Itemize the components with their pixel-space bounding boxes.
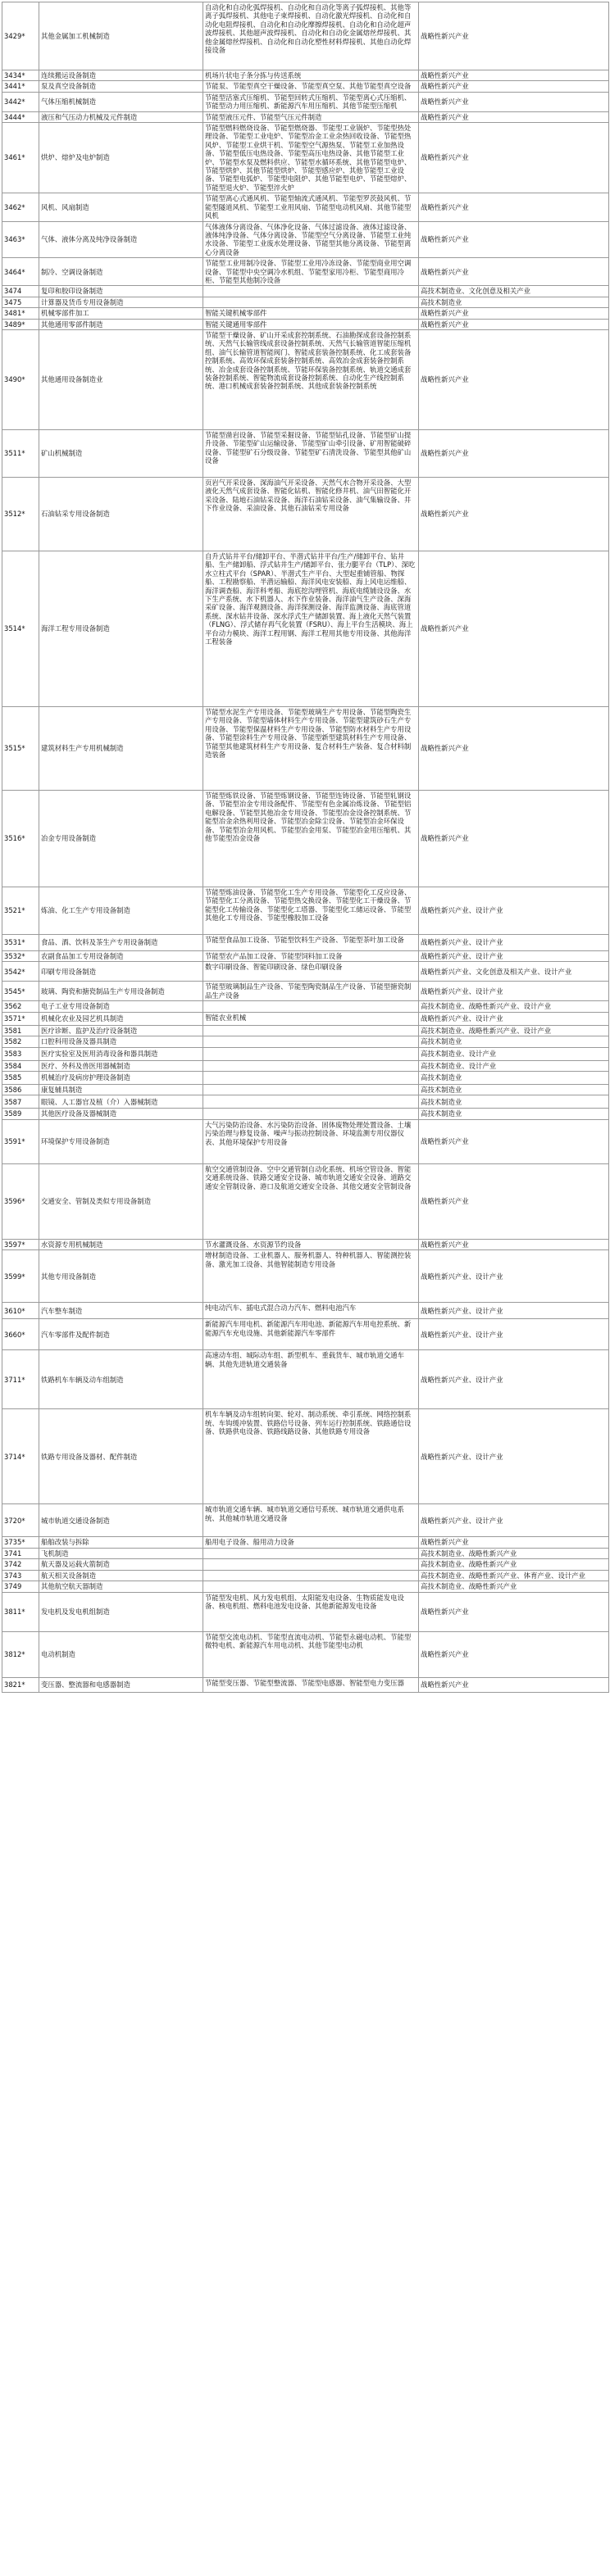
table-row: [2, 123, 609, 193]
name-cell: 石油钻采专用设备制造: [39, 477, 203, 551]
desc-cell: 节能型玻璃制品生产设备、节能型陶瓷制品生产设备、节能型搪瓷制品生产设备: [203, 982, 419, 1001]
code-cell: 3481*: [2, 308, 39, 319]
industry-cell: 高技术制造业: [419, 1036, 609, 1047]
desc-cell: 自动化和自动化弧焊接机、自动化和自动化等离子弧焊接机、其他等离子弧焊接机、其他电子束焊接机、自动化激光焊接机、自动化和自动化电阻焊接机、自动化和自动化摩擦焊接机、自动化和自动化超声波焊接机、其他超声波焊接机、自动化和自动化金属熔丝焊接机、其他金属熔丝焊接机、自动化和自动化塑性材料焊接机、其他自动化焊接设备: [203, 2, 419, 70]
table-row: [2, 1239, 609, 1249]
desc-cell: 节水灌溉设备、水资源节约设备: [203, 1239, 419, 1249]
table-row: [2, 111, 609, 122]
table-row: [2, 950, 609, 961]
name-cell: 气体压缩机械制造: [39, 92, 203, 111]
name-cell: 环境保护专用设备制造: [39, 1119, 203, 1163]
name-cell: 海洋工程专用设备制造: [39, 551, 203, 706]
desc-cell: 气体液体分离设备、气体净化设备、气体过滤设备、液体过滤设备、液体纯净设备、气体分离设备、节能型空气分离设备、节能型工业纯水设备、节能型工业废水处理设备、节能型其他分离设备、节能型离心分离设备: [203, 221, 419, 258]
desc-cell: [203, 1047, 419, 1060]
name-cell: 其他金属加工机械制造: [39, 2, 203, 70]
desc-cell: [203, 1095, 419, 1109]
desc-cell: 智能农业机械: [203, 1012, 419, 1025]
table-row: [2, 1047, 609, 1060]
name-cell: 医疗诊断、监护及治疗设备制造: [39, 1025, 203, 1036]
desc-cell: 节能型农产品加工设备、节能型饲料加工设备: [203, 950, 419, 961]
industry-cell: 战略性新兴产业: [419, 1677, 609, 1692]
name-cell: 风机、风扇制造: [39, 193, 203, 221]
code-cell: 3474: [2, 286, 39, 297]
code-cell: 3596*: [2, 1163, 39, 1239]
industry-cell: 战略性新兴产业: [419, 1631, 609, 1677]
name-cell: 眼镜、人工器官及植（介）入器械制造: [39, 1095, 203, 1109]
desc-cell: 节能型炼油设备、节能型化工生产专用设备、节能型化工反应设备、节能型化工分离设备、节能型热交换设备、节能型化工干燥设备、节能型化工传输设备、节能型化工塔器、节能型化工储运设备、节能型其他化工专用设备、节能型橡胶加工设备: [203, 887, 419, 934]
industry-cell: 高技术制造业: [419, 297, 609, 307]
table-row: [2, 1119, 609, 1163]
code-cell: 3597*: [2, 1239, 39, 1249]
desc-cell: 节能型活塞式压缩机、节能型回转式压缩机、节能型离心式压缩机、节能型动力用压缩机、新能源汽车用压缩机、其他节能型压缩机: [203, 92, 419, 111]
code-cell: 3521*: [2, 887, 39, 934]
code-cell: 3475: [2, 297, 39, 307]
code-cell: 3511*: [2, 429, 39, 477]
table-row: [2, 2, 609, 70]
name-cell: 机械化农业及园艺机具制造: [39, 1012, 203, 1025]
document-page: [2, 2, 608, 2573]
code-cell: 3584: [2, 1060, 39, 1071]
code-cell: 3429*: [2, 2, 39, 70]
code-cell: 3442*: [2, 92, 39, 111]
industry-cell: 战略性新兴产业、设计产业: [419, 982, 609, 1001]
code-cell: 3464*: [2, 258, 39, 286]
table-row: [2, 1592, 609, 1631]
industry-cell: 战略性新兴产业: [419, 790, 609, 887]
industry-cell: 高技术制造业、文化创意及相关产业: [419, 286, 609, 297]
desc-cell: 节能型水泥生产专用设备、节能型玻璃生产专用设备、节能型陶瓷生产专用设备、节能型墙体材料生产专用设备、节能型建筑砂石生产专用设备、节能型保温材料生产专用设备、节能型防水材料生产专用设备、节能型涂料生产专用设备、节能型新型建筑材料生产专用设备、节能型其他建筑材料生产专用设备、复合材料生产装备、复合材料制造装备: [203, 706, 419, 790]
industry-cell: 战略性新兴产业: [419, 329, 609, 429]
industry-cell: 高技术制造业、战略性新兴产业: [419, 1548, 609, 1558]
table-row: [2, 1631, 609, 1677]
code-cell: 3583: [2, 1047, 39, 1060]
desc-cell: 节能泵、节能型真空干燥设备、节能型真空泵、其他节能型真空设备: [203, 81, 419, 92]
table-row: [2, 1095, 609, 1109]
industry-cell: 战略性新兴产业: [419, 70, 609, 81]
table-row: [2, 1677, 609, 1692]
table-row: [2, 193, 609, 221]
name-cell: 矿山机械制造: [39, 429, 203, 477]
industry-cell: 战略性新兴产业、文化创意及相关产业、设计产业: [419, 962, 609, 982]
code-cell: 3812*: [2, 1631, 39, 1677]
desc-cell: [203, 1072, 419, 1085]
name-cell: 复印和胶印设备制造: [39, 286, 203, 297]
name-cell: 计算器及货币专用设备制造: [39, 297, 203, 307]
industry-cell: 战略性新兴产业: [419, 308, 609, 319]
table-row: [2, 1559, 609, 1571]
industry-cell: 高技术制造业: [419, 1095, 609, 1109]
desc-cell: 页岩气开采设备、深海油气开采设备、天然气水合物开采设备、大型液化天然气成套设备、智能化钻机、智能化修井机、油气田智能化开采设备、陆地石油钻采设备、海洋石油钻采设备、油气集输设备、井下作业设备、采油设备、其他石油钻采专用设备: [203, 477, 419, 551]
table-row: [2, 1350, 609, 1409]
table-row: [2, 982, 609, 1001]
table-row: [2, 1109, 609, 1119]
industry-cell: 高技术制造业: [419, 1072, 609, 1085]
code-cell: 3562: [2, 1001, 39, 1012]
desc-cell: 数字印刷设备、智能印刷设备、绿色印刷设备: [203, 962, 419, 982]
code-cell: 3821*: [2, 1677, 39, 1692]
desc-cell: 增材制造设备、工业机器人、服务机器人、特种机器人、智能测控装备、激光加工设备、其他智能制造专用设备: [203, 1250, 419, 1303]
code-cell: 3714*: [2, 1409, 39, 1504]
code-cell: 3490*: [2, 329, 39, 429]
desc-cell: 机场片状电子条分拣与传送系统: [203, 70, 419, 81]
industry-cell: 战略性新兴产业: [419, 92, 609, 111]
table-row: [2, 934, 609, 950]
industry-cell: 高技术制造业、设计产业: [419, 1060, 609, 1071]
industry-cell: 战略性新兴产业、设计产业: [419, 950, 609, 961]
desc-cell: [203, 1001, 419, 1012]
name-cell: 印刷专用设备制造: [39, 962, 203, 982]
industry-cell: 战略性新兴产业、设计产业: [419, 1250, 609, 1303]
code-cell: 3515*: [2, 706, 39, 790]
name-cell: 航天相关设备制造: [39, 1571, 203, 1581]
name-cell: 农副食品加工专用设备制造: [39, 950, 203, 961]
table-row: [2, 1163, 609, 1239]
code-cell: 3461*: [2, 123, 39, 193]
industry-cell: 战略性新兴产业: [419, 193, 609, 221]
industry-cell: 战略性新兴产业、设计产业: [419, 1504, 609, 1537]
name-cell: 冶金专用设备制造: [39, 790, 203, 887]
table-row: [2, 1001, 609, 1012]
industry-cell: 战略性新兴产业: [419, 551, 609, 706]
name-cell: 铁路机车车辆及动车组制造: [39, 1350, 203, 1409]
table-row: [2, 1504, 609, 1537]
industry-cell: 战略性新兴产业: [419, 258, 609, 286]
industry-cell: 战略性新兴产业: [419, 429, 609, 477]
desc-cell: [203, 1025, 419, 1036]
desc-cell: [203, 297, 419, 307]
industry-cell: 战略性新兴产业: [419, 2, 609, 70]
desc-cell: 机车车辆及动车组转向架、轮对、制动系统、牵引系统、网络控制系统、车钩缓冲装置、铁路信号设备、列车运行控制系统、铁路通信设备、铁路供电设备、铁路线路设备、其他铁路专用设备: [203, 1409, 419, 1504]
industry-cell: 战略性新兴产业: [419, 706, 609, 790]
code-cell: 3587: [2, 1095, 39, 1109]
code-cell: 3571*: [2, 1012, 39, 1025]
name-cell: 炼油、化工生产专用设备制造: [39, 887, 203, 934]
code-cell: 3531*: [2, 934, 39, 950]
code-cell: 3743: [2, 1571, 39, 1581]
desc-cell: 节能型燃料燃烧设备、节能型燃烧器、节能型工业锅炉、节能型热处理设备、节能型工业电炉、节能型冶金工业余热回收设备、节能型热风炉、节能型工业烘干机、节能型空气源热泵、节能型工业加热设备、节能型低压电热设备、节能型高压电热设备、其他节能型工业炉、节能型水泵及燃料供应、节能型水循环系统、其他节能型电炉、节能型烘炉、其他节能型烘炉、节能型感应炉、其他节能型工业设备、节能型电弧炉、节能型电阻炉、其他节能型电炉、节能型熔炉、节能型退火炉、节能型淬火炉: [203, 123, 419, 193]
code-cell: 3586: [2, 1085, 39, 1095]
code-cell: 3545*: [2, 982, 39, 1001]
industry-cell: 战略性新兴产业: [419, 1537, 609, 1548]
table-row: [2, 962, 609, 982]
table-row: [2, 887, 609, 934]
industry-cell: 战略性新兴产业: [419, 477, 609, 551]
desc-cell: 城市轨道交通车辆、城市轨道交通信号系统、城市轨道交通供电系统、其他城市轨道交通设备: [203, 1504, 419, 1537]
industry-cell: 高技术制造业: [419, 1109, 609, 1119]
desc-cell: [203, 1060, 419, 1071]
code-cell: 3532*: [2, 950, 39, 961]
code-cell: 3741: [2, 1548, 39, 1558]
code-cell: 3591*: [2, 1119, 39, 1163]
industry-cell: 高技术制造业、战略性新兴产业、体育产业、设计产业: [419, 1571, 609, 1581]
code-cell: 3444*: [2, 111, 39, 122]
name-cell: 医疗、外科及兽医用器械制造: [39, 1060, 203, 1071]
name-cell: 泵及真空设备制造: [39, 81, 203, 92]
code-cell: 3441*: [2, 81, 39, 92]
name-cell: 汽车整车制造: [39, 1303, 203, 1319]
code-cell: 3599*: [2, 1250, 39, 1303]
industry-catalog-table: [2, 2, 609, 1693]
code-cell: 3512*: [2, 477, 39, 551]
code-cell: 3581: [2, 1025, 39, 1036]
name-cell: 发电机及发电机组制造: [39, 1592, 203, 1631]
industry-cell: 战略性新兴产业: [419, 111, 609, 122]
name-cell: 变压器、整流器和电感器制造: [39, 1677, 203, 1692]
industry-cell: 战略性新兴产业、设计产业: [419, 934, 609, 950]
desc-cell: [203, 1085, 419, 1095]
desc-cell: 节能型交流电动机、节能型直流电动机、节能型永磁电动机、节能型微特电机、新能源汽车用电动机、其他节能型电动机: [203, 1631, 419, 1677]
code-cell: 3610*: [2, 1303, 39, 1319]
code-cell: 3582: [2, 1036, 39, 1047]
table-row: [2, 1303, 609, 1319]
industry-cell: 高技术制造业: [419, 1085, 609, 1095]
table-row: [2, 319, 609, 329]
code-cell: 3735*: [2, 1537, 39, 1548]
name-cell: 医疗实验室及医用消毒设备和器具制造: [39, 1047, 203, 1060]
table-row: [2, 297, 609, 307]
name-cell: 城市轨道交通设备制造: [39, 1504, 203, 1537]
desc-cell: 高速动车组、城际动车组、新型机车、重载货车、城市轨道交通车辆、其他先进轨道交通装备: [203, 1350, 419, 1409]
industry-cell: 战略性新兴产业: [419, 1239, 609, 1249]
name-cell: 船舶改装与拆除: [39, 1537, 203, 1548]
name-cell: 其他通用设备制造业: [39, 329, 203, 429]
table-row: [2, 308, 609, 319]
industry-cell: 战略性新兴产业、设计产业: [419, 1303, 609, 1319]
desc-cell: 节能型凿岩设备、节能型采掘设备、节能型钻孔设备、节能型矿山提升设备、节能型矿山运输设备、节能型矿山牵引设备、矿用智能破碎设备、节能型矿石分级设备、节能型矿石清洗设备、节能型其他矿山设备: [203, 429, 419, 477]
name-cell: 气体、液体分离及纯净设备制造: [39, 221, 203, 258]
name-cell: 制冷、空调设备制造: [39, 258, 203, 286]
name-cell: 航天器及运载火箭制造: [39, 1559, 203, 1571]
desc-cell: 智能关键机械零部件: [203, 308, 419, 319]
name-cell: 机械零部件加工: [39, 308, 203, 319]
table-row: [2, 329, 609, 429]
desc-cell: 节能型变压器、节能型整流器、节能型电感器、智能型电力变压器: [203, 1677, 419, 1692]
table-row: [2, 790, 609, 887]
industry-cell: 战略性新兴产业: [419, 1119, 609, 1163]
table-row: [2, 1537, 609, 1548]
desc-cell: [203, 286, 419, 297]
table-row: [2, 429, 609, 477]
table-row: [2, 1581, 609, 1592]
code-cell: 3742: [2, 1559, 39, 1571]
desc-cell: 节能型炼铁设备、节能型炼钢设备、节能型连铸设备、节能型轧钢设备、节能型冶金专用设备配件、节能型有色金属冶炼设备、节能型铝电解设备、节能型其他冶金专用设备、节能型冶金设备控制系统、节能型冶金余热利用设备、节能型冶金除尘设备、节能型冶金环保设备、节能型冶金用风机、节能型冶金用泵、节能型冶金用压缩机、其他节能型冶金设备: [203, 790, 419, 887]
name-cell: 其他通用零部件制造: [39, 319, 203, 329]
desc-cell: 节能型干燥设备、矿山开采成套控制系统、石油勘探成套设备控制系统、天然气长输管线成套设备控制系统、天然气长输管道智能压缩机组、油气长输管道智能阀门、智能成套装备控制系统、化工成套装备控制系统、高效环保成套装备控制系统、高效冶金成套装备控制系统、冶金成套设备控制系统、节能环保装备控制系统、轨道交通成套装备控制系统、智能物流成套设备控制系统、自动化生产线控制系统、港口机械成套装备控制系统、其他成套装备控制系统: [203, 329, 419, 429]
table-row: [2, 706, 609, 790]
industry-cell: 战略性新兴产业: [419, 123, 609, 193]
desc-cell: [203, 1548, 419, 1558]
desc-cell: 航空交通管制设备、空中交通管制自动化系统、机场空管设备、智能交通系统设备、铁路交通安全设备、城市轨道交通安全设备、道路交通安全管制设备、港口及航道交通安全设备、其他交通安全管制设备: [203, 1163, 419, 1239]
code-cell: 3516*: [2, 790, 39, 887]
industry-cell: 战略性新兴产业、设计产业: [419, 1319, 609, 1350]
table-row: [2, 1060, 609, 1071]
code-cell: 3585: [2, 1072, 39, 1085]
code-cell: 3514*: [2, 551, 39, 706]
code-cell: 3542*: [2, 962, 39, 982]
table-row: [2, 1012, 609, 1025]
desc-cell: 节能型离心式通风机、节能型轴流式通风机、节能型罗茨鼓风机、节能型隧道风机、节能型工业用风扇、节能型电动机风扇、其他节能型风机: [203, 193, 419, 221]
table-row: [2, 1409, 609, 1504]
name-cell: 其他医疗设备及器械制造: [39, 1109, 203, 1119]
name-cell: 连续搬运设备制造: [39, 70, 203, 81]
name-cell: 其他专用设备制造: [39, 1250, 203, 1303]
desc-cell: 纯电动汽车、插电式混合动力汽车、燃料电池汽车: [203, 1303, 419, 1319]
desc-cell: 节能型发电机、风力发电机组、太阳能发电设备、生物质能发电设备、核电机组、燃料电池发电设备、其他新能源发电设备: [203, 1592, 419, 1631]
name-cell: 飞机制造: [39, 1548, 203, 1558]
code-cell: 3434*: [2, 70, 39, 81]
desc-cell: [203, 1559, 419, 1571]
table-row: [2, 477, 609, 551]
code-cell: 3711*: [2, 1350, 39, 1409]
code-cell: 3720*: [2, 1504, 39, 1537]
table-row: [2, 1072, 609, 1085]
industry-cell: 高技术制造业、战略性新兴产业、设计产业: [419, 1025, 609, 1036]
name-cell: 机械治疗及病房护理设备制造: [39, 1072, 203, 1085]
name-cell: 建筑材料生产专用机械制造: [39, 706, 203, 790]
table-row: [2, 1250, 609, 1303]
table-row: [2, 1036, 609, 1047]
industry-cell: 战略性新兴产业: [419, 1592, 609, 1631]
desc-cell: 新能源汽车用电机、新能源汽车用电池、新能源汽车用电控系统、新能源汽车充电设施、其他新能源汽车零部件: [203, 1319, 419, 1350]
table-row: [2, 1548, 609, 1558]
desc-cell: 船用电子设备、船用动力设备: [203, 1537, 419, 1548]
name-cell: 液压和气压动力机械及元件制造: [39, 111, 203, 122]
table-row: [2, 92, 609, 111]
table-row: [2, 221, 609, 258]
industry-cell: 战略性新兴产业、设计产业: [419, 1012, 609, 1025]
code-cell: 3660*: [2, 1319, 39, 1350]
industry-cell: 战略性新兴产业、设计产业: [419, 1409, 609, 1504]
name-cell: 水资源专用机械制造: [39, 1239, 203, 1249]
table-row: [2, 1085, 609, 1095]
desc-cell: 节能型食品加工设备、节能型饮料生产设备、节能型茶叶加工设备: [203, 934, 419, 950]
industry-cell: 高技术制造业、设计产业: [419, 1047, 609, 1060]
name-cell: 交通安全、管制及类似专用设备制造: [39, 1163, 203, 1239]
desc-cell: 自升式钻井平台/储卸平台、半潜式钻井平台/生产/储卸平台、钻井船、生产储卸船、浮式钻井生产/储卸平台、张力腿平台（TLP）、深吃水立柱式平台（SPAR）、半潜式生产平台、大型起重铺管船、物探船、工程勘察船、半潜运输船、海洋风电安装船、海上风电运维船、海洋调查船、海洋科考船、海底挖沟埋管机、海底电缆铺设设备、水下生产系统、水下机器人、水下作业装备、海洋油气生产设备、深海采矿设备、海洋观测设备、海洋探测设备、海洋监测设备、海底管道系统、深水钻井设备、深水浮式生产储卸装置、海上液化天然气装置（FLNG）、浮式储存再气化装置（FSRU）、海上平台生活模块、海上平台动力模块、海洋工程用钢、海洋工程用其他专用设备、其他海洋工程装备: [203, 551, 419, 706]
industry-cell: 战略性新兴产业、设计产业: [419, 1350, 609, 1409]
name-cell: 口腔科用设备及器具制造: [39, 1036, 203, 1047]
desc-cell: 大气污染防治设备、水污染防治设备、固体废物处理处置设备、土壤污染治理与修复设备、噪声与振动控制设备、环境监测专用仪器仪表、其他环境保护专用设备: [203, 1119, 419, 1163]
industry-cell: 战略性新兴产业: [419, 319, 609, 329]
code-cell: 3489*: [2, 319, 39, 329]
industry-cell: 战略性新兴产业: [419, 221, 609, 258]
table-row: [2, 70, 609, 81]
name-cell: 汽车零部件及配件制造: [39, 1319, 203, 1350]
table-row: [2, 1571, 609, 1581]
table-row: [2, 1319, 609, 1350]
name-cell: 食品、酒、饮料及茶生产专用设备制造: [39, 934, 203, 950]
name-cell: 玻璃、陶瓷和搪瓷制品生产专用设备制造: [39, 982, 203, 1001]
name-cell: 烘炉、熔炉及电炉制造: [39, 123, 203, 193]
desc-cell: 节能型液压元件、节能型气压元件制造: [203, 111, 419, 122]
industry-cell: 高技术制造业、战略性新兴产业: [419, 1559, 609, 1571]
name-cell: 铁路专用设备及器材、配件制造: [39, 1409, 203, 1504]
table-row: [2, 551, 609, 706]
code-cell: 3749: [2, 1581, 39, 1592]
desc-cell: [203, 1571, 419, 1581]
desc-cell: 智能关键通用零部件: [203, 319, 419, 329]
table-row: [2, 81, 609, 92]
table-row: [2, 258, 609, 286]
desc-cell: [203, 1036, 419, 1047]
desc-cell: [203, 1581, 419, 1592]
name-cell: 康复辅具制造: [39, 1085, 203, 1095]
industry-cell: 战略性新兴产业: [419, 1163, 609, 1239]
code-cell: 3463*: [2, 221, 39, 258]
name-cell: 电子工业专用设备制造: [39, 1001, 203, 1012]
name-cell: 电动机制造: [39, 1631, 203, 1677]
industry-cell: 高技术制造业、战略性新兴产业、设计产业: [419, 1001, 609, 1012]
table-row: [2, 286, 609, 297]
code-cell: 3462*: [2, 193, 39, 221]
table-row: [2, 1025, 609, 1036]
desc-cell: 节能型工业用制冷设备、节能型工业用冷冻设备、节能型商业用空调设备、节能型中央空调冷水机组、节能型家用冷柜、节能型商用冷柜、节能型其他制冷设备: [203, 258, 419, 286]
industry-cell: 战略性新兴产业: [419, 81, 609, 92]
desc-cell: [203, 1109, 419, 1119]
code-cell: 3589: [2, 1109, 39, 1119]
code-cell: 3811*: [2, 1592, 39, 1631]
name-cell: 其他航空航天器制造: [39, 1581, 203, 1592]
industry-cell: 战略性新兴产业、设计产业: [419, 887, 609, 934]
table-body: [2, 2, 609, 1693]
industry-cell: 高技术制造业、战略性新兴产业: [419, 1581, 609, 1592]
